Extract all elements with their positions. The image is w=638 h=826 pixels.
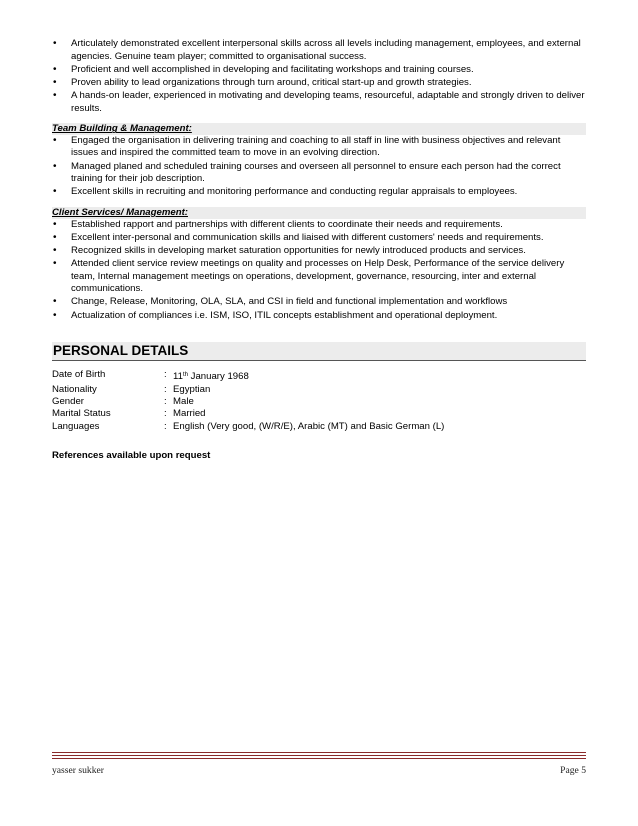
list-item: • A hands-on leader, experienced in motivating and developing teams, resourceful, adaptable and strongly driven to deliver results.: [53, 90, 585, 114]
colon: :: [164, 396, 167, 408]
bullet-icon: •: [53, 218, 57, 230]
footer-rule: [52, 755, 586, 756]
list-item: • Recognized skills in developing market saturation opportunities for newly introduced products and services.: [53, 244, 526, 256]
client-services-heading: Client Services/ Management:: [52, 207, 586, 219]
bullet-icon: •: [53, 63, 57, 75]
bullet-icon: •: [53, 186, 57, 198]
team-building-bullet-list: [52, 135, 586, 199]
gender-label: Gender: [52, 396, 84, 408]
bullet-icon: •: [53, 258, 57, 270]
dob-label: Date of Birth: [52, 369, 106, 381]
list-item: • Proficient and well accomplished in developing and facilitating workshops and training courses.: [53, 63, 474, 75]
colon: :: [164, 383, 167, 395]
list-item: • Established rapport and partnerships with different clients to coordinate their needs and requirements.: [53, 218, 503, 230]
detail-row-dob: [52, 369, 586, 383]
bullet-icon: •: [53, 231, 57, 243]
marital-status-value: Married: [173, 408, 206, 420]
team-building-heading: Team Building & Management:: [52, 123, 586, 135]
footer-author: yasser sukker: [52, 765, 104, 776]
page-content: [52, 38, 586, 461]
languages-label: Languages: [52, 420, 100, 432]
languages-value: English (Very good, (W/R/E), Arabic (MT) and Basic German (L): [173, 420, 445, 432]
bullet-icon: •: [53, 160, 57, 172]
footer-page-number: Page 5: [560, 765, 586, 776]
bullet-icon: •: [53, 38, 57, 49]
detail-row-nationality: [52, 384, 586, 396]
list-item: • Proven ability to lead organizations through turn around, critical start-up and growth strategies.: [53, 76, 472, 88]
list-item: • Change, Release, Monitoring, OLA, SLA, and CSI in field and functional implementation and workflows: [53, 296, 508, 308]
bullet-icon: •: [53, 76, 57, 88]
bullet-icon: •: [53, 90, 57, 102]
colon: :: [164, 420, 167, 432]
list-item: • Excellent inter-personal and communication skills and liaised with different customers' needs and requirements.: [53, 231, 544, 243]
page-footer: [52, 765, 586, 776]
list-item: • Excellent skills in recruiting and monitoring performance and conducting regular appraisals to employees.: [53, 186, 518, 198]
footer-rule: [52, 752, 586, 753]
bullet-icon: •: [53, 134, 57, 146]
detail-row-marital-status: [52, 408, 586, 420]
dob-value: 11th January 1968: [173, 371, 249, 383]
bullet-icon: •: [53, 244, 57, 256]
intro-bullet-list: [52, 38, 586, 115]
bullet-icon: •: [53, 309, 57, 321]
list-item: • Attended client service review meetings on quality and processes on Help Desk, Performance of the service delivery team, Internal management meetings on operations, development, governance, resourcing, inter and external communications.: [53, 258, 565, 295]
nationality-value: Egyptian: [173, 383, 211, 395]
personal-details-heading: PERSONAL DETAILS: [52, 342, 586, 361]
detail-row-gender: [52, 396, 586, 408]
detail-row-languages: [52, 421, 586, 433]
list-item: • Actualization of compliances i.e. ISM, ISO, ITIL concepts establishment and operational deployment.: [53, 309, 498, 321]
colon: :: [164, 408, 167, 420]
footer-rule: [52, 758, 586, 759]
list-item: • Managed planed and scheduled training courses and overseen all personnel to ensure each person had the correct training for their job description.: [53, 160, 561, 185]
bullet-icon: •: [53, 296, 57, 308]
colon: :: [164, 369, 167, 381]
list-item: • Articulately demonstrated excellent interpersonal skills across all levels including management, employees, and external agencies. Genuine team player; committed to organisational success.: [53, 38, 581, 62]
list-item: • Engaged the organisation in delivering training and coaching to all staff in line with business objectives and relevant issues and inspired the committed team to move in an evolving direction.: [53, 134, 561, 159]
marital-status-label: Marital Status: [52, 408, 111, 420]
nationality-label: Nationality: [52, 383, 97, 395]
references-note: References available upon request: [52, 450, 211, 462]
personal-details-table: [52, 369, 586, 433]
client-services-bullet-list: [52, 219, 586, 323]
gender-value: Male: [173, 396, 194, 408]
